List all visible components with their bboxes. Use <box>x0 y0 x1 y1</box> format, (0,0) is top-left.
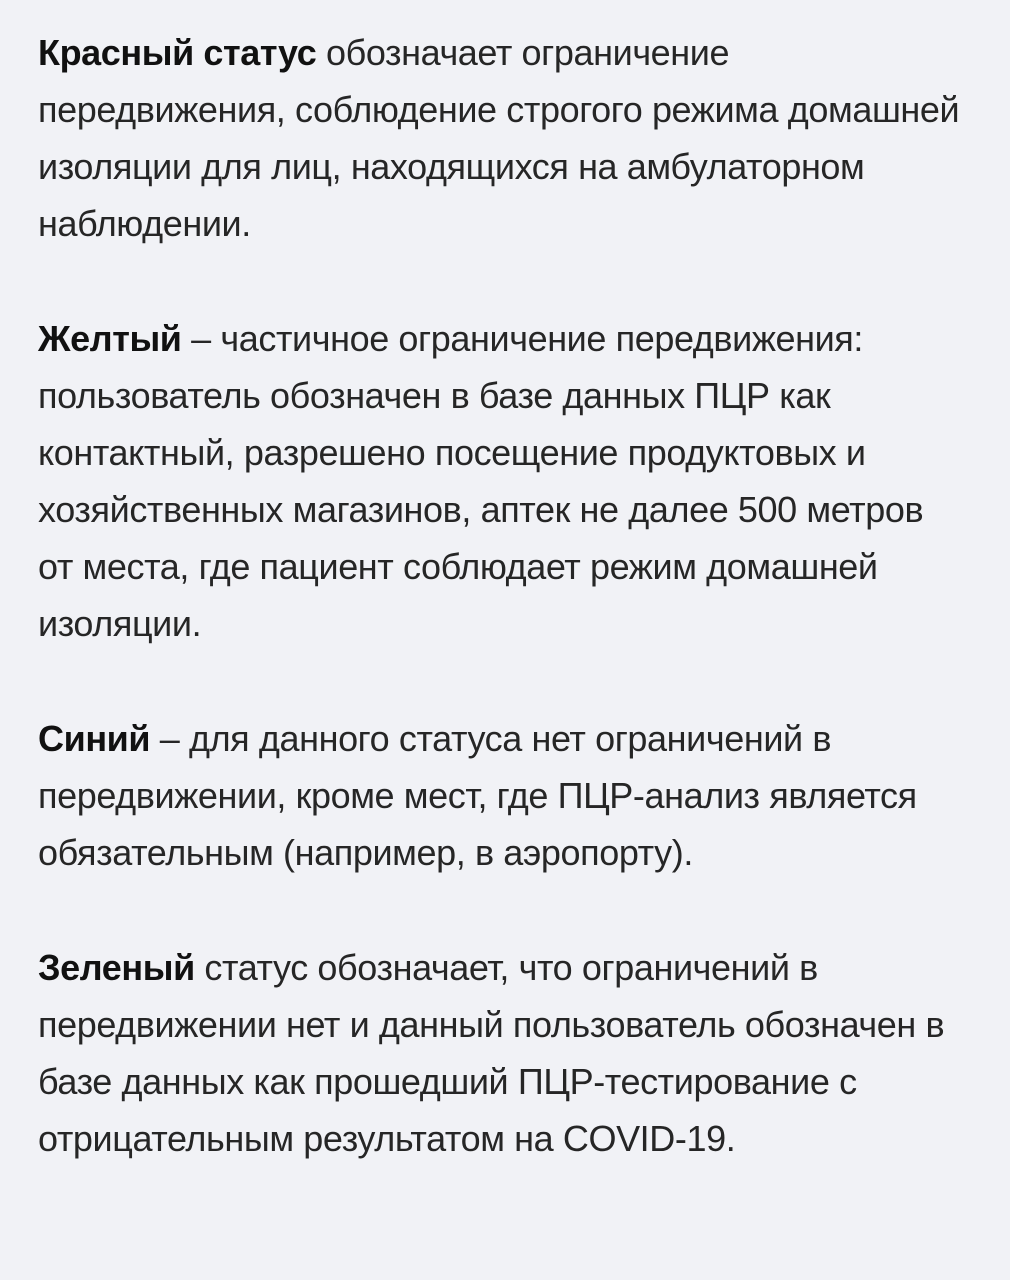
red-status-label: Красный статус <box>38 32 317 73</box>
red-status-description: обозначает ограничение передвижения, соблюдение строгого режима домашней изоляции для лиц, находящихся на амбулаторном наблюдении. <box>38 32 960 244</box>
yellow-status-description: – частичное ограничение передвижения: пользователь обозначен в базе данных ПЦР как контактный, разрешено посещение продуктовых и хозяйственных магазинов, аптек не далее 500 метров от места, где пациент соблюдает режим домашней изоляции. <box>38 318 924 644</box>
paragraph-red-status <box>38 24 963 252</box>
blue-status-label: Синий <box>38 718 151 759</box>
paragraph-blue-status <box>38 710 963 881</box>
yellow-status-label: Желтый <box>38 318 182 359</box>
paragraph-green-status <box>38 939 963 1167</box>
green-status-description: статус обозначает, что ограничений в передвижении нет и данный пользователь обозначен в базе данных как прошедший ПЦР-тестирование с отрицательным результатом на COVID-19. <box>38 947 945 1159</box>
blue-status-description: – для данного статуса нет ограничений в передвижении, кроме мест, где ПЦР-анализ является обязательным (например, в аэропорту). <box>38 718 917 873</box>
green-status-label: Зеленый <box>38 947 195 988</box>
paragraph-yellow-status <box>38 310 963 652</box>
